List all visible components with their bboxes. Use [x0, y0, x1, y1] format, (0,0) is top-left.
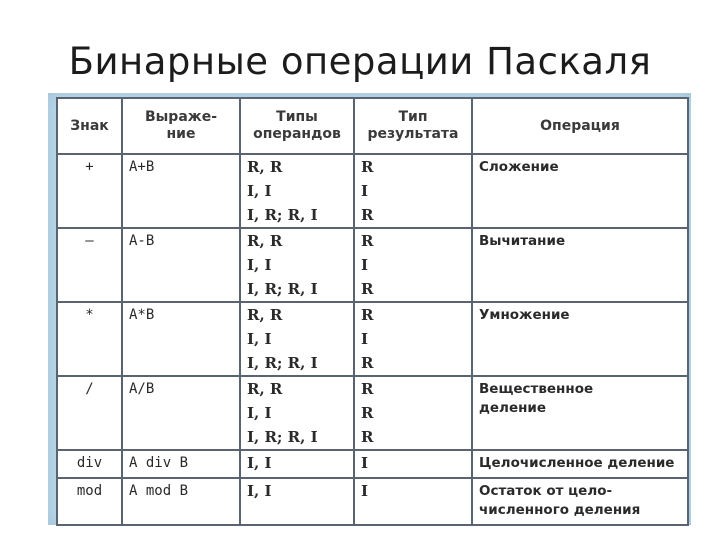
cell-operation: Умножение [472, 302, 688, 376]
cell-result-type: R I R [354, 154, 472, 228]
cell-result-type: R I R [354, 302, 472, 376]
cell-operation: Вещественное деление [472, 376, 688, 450]
cell-operand-types: R, R I, I I, R; R, I [240, 154, 354, 228]
header-operand-types: Типы операндов [240, 98, 354, 154]
cell-expression: A*B [122, 302, 240, 376]
cell-operand-types: R, R I, I I, R; R, I [240, 228, 354, 302]
cell-sign: – [57, 228, 122, 302]
table-row [57, 302, 688, 376]
binary-operations-table [56, 97, 689, 526]
table-row [57, 154, 688, 228]
cell-result-type: R R R [354, 376, 472, 450]
cell-result-type: I [354, 478, 472, 525]
cell-expression: A mod B [122, 478, 240, 525]
cell-expression: A+B [122, 154, 240, 228]
cell-operand-types: R, R I, I I, R; R, I [240, 376, 354, 450]
cell-expression: A-B [122, 228, 240, 302]
table-row [57, 376, 688, 450]
header-operation: Операция [472, 98, 688, 154]
header-result-type: Тип результата [354, 98, 472, 154]
cell-sign: * [57, 302, 122, 376]
cell-operation: Вычитание [472, 228, 688, 302]
cell-operand-types: I, I [240, 478, 354, 525]
cell-sign: mod [57, 478, 122, 525]
table-row [57, 478, 688, 525]
header-row [57, 98, 688, 154]
cell-operation: Остаток от цело- численного деления [472, 478, 688, 525]
cell-result-type: R I R [354, 228, 472, 302]
table-row [57, 450, 688, 478]
cell-sign: / [57, 376, 122, 450]
cell-operand-types: R, R I, I I, R; R, I [240, 302, 354, 376]
cell-sign: + [57, 154, 122, 228]
cell-sign: div [57, 450, 122, 478]
cell-result-type: I [354, 450, 472, 478]
header-sign: Знак [57, 98, 122, 154]
cell-operation: Сложение [472, 154, 688, 228]
cell-operation: Целочисленное деление [472, 450, 688, 478]
cell-operand-types: I, I [240, 450, 354, 478]
cell-expression: A div B [122, 450, 240, 478]
slide-title: Бинарные операции Паскаля [68, 40, 652, 83]
header-expression: Выраже- ние [122, 98, 240, 154]
cell-expression: A/B [122, 376, 240, 450]
table-row [57, 228, 688, 302]
